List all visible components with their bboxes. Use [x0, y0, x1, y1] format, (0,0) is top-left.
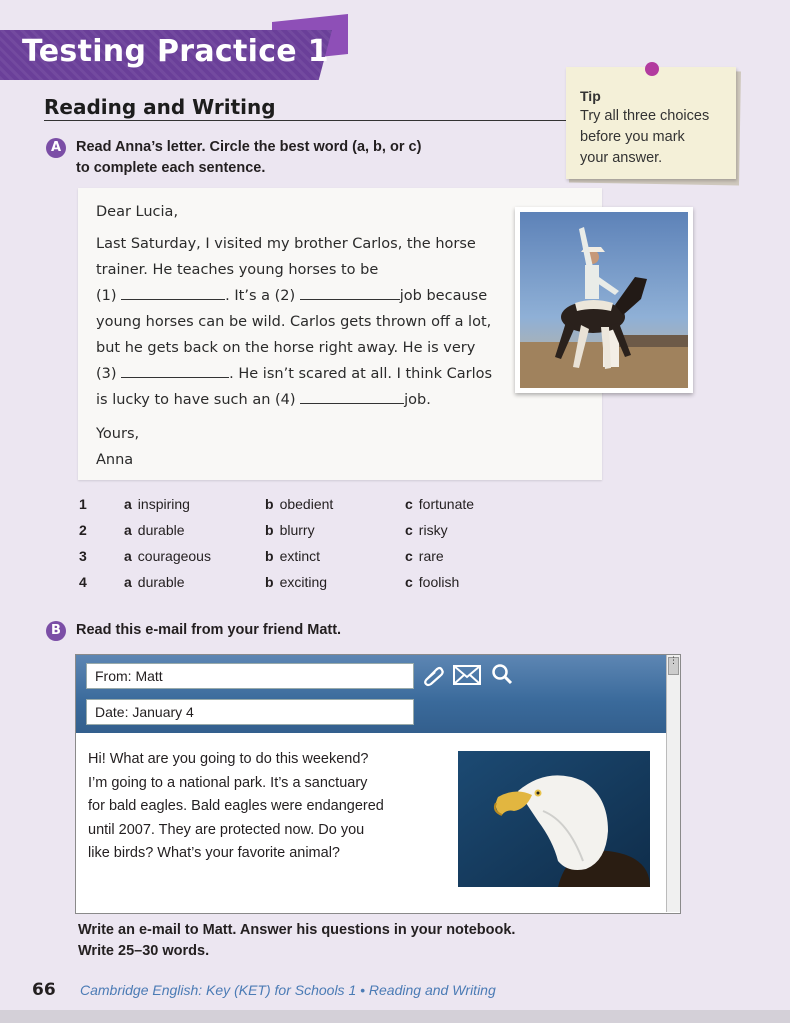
gap-1-blank: [121, 299, 225, 300]
part-a-badge: A: [46, 138, 66, 158]
letter-line: [96, 288, 487, 304]
gap-number: (1): [96, 288, 117, 304]
tip-line: Try all three choices: [580, 108, 710, 124]
option-b[interactable]: [265, 522, 315, 538]
letter-line: but he gets back on the horse right away. He is very: [96, 340, 476, 356]
option-c[interactable]: [405, 574, 459, 590]
eagle-image: [458, 751, 650, 887]
option-text: extinct: [279, 548, 321, 564]
date-field[interactable]: Date: January 4: [86, 699, 414, 725]
option-label: b: [265, 522, 274, 538]
paperclip-icon[interactable]: [420, 662, 446, 692]
letter-line: trainer. He teaches young horses to be: [96, 262, 379, 278]
gap-4-blank: [300, 403, 404, 404]
pin-icon: [645, 62, 659, 76]
option-text: blurry: [279, 522, 315, 538]
question-number: 2: [79, 522, 87, 538]
part-a-instruction: [76, 137, 421, 179]
email-body: [88, 748, 428, 866]
section-title: Reading and Writing: [44, 95, 276, 119]
letter-text: is lucky to have such an (4): [96, 392, 296, 408]
page-title: Testing Practice 1: [22, 34, 329, 69]
option-c[interactable]: [405, 496, 474, 512]
option-b[interactable]: [265, 548, 320, 564]
option-text: durable: [137, 574, 185, 590]
email-line: for bald eagles. Bald eagles were endangered: [88, 798, 384, 814]
book-title: Cambridge English: Key (KET) for Schools 1 • Reading and Writing: [80, 982, 496, 998]
part-b-badge: B: [46, 621, 66, 641]
option-a[interactable]: [124, 522, 185, 538]
letter-text: job.: [404, 392, 431, 408]
tip-title: Tip: [580, 88, 601, 104]
option-label: b: [265, 496, 274, 512]
option-label: b: [265, 548, 274, 564]
letter-line: [96, 366, 492, 382]
section-divider: [44, 120, 566, 121]
option-label: a: [124, 522, 132, 538]
letter-line: Last Saturday, I visited my brother Carlos, the horse: [96, 236, 476, 252]
option-b[interactable]: [265, 574, 327, 590]
option-text: inspiring: [137, 496, 190, 512]
letter-line: [96, 392, 431, 408]
gap-2-blank: [300, 299, 400, 300]
option-label: c: [405, 548, 413, 564]
part-b-instruction: Read this e-mail from your friend Matt.: [76, 622, 342, 638]
option-label: a: [124, 496, 132, 512]
letter-line: young horses can be wild. Carlos gets thrown off a lot,: [96, 314, 492, 330]
option-label: c: [405, 574, 413, 590]
option-label: a: [124, 574, 132, 590]
writing-task: [78, 920, 515, 962]
letter-signature: Anna: [96, 452, 134, 468]
scroll-thumb[interactable]: ⋮: [668, 657, 679, 675]
option-c[interactable]: [405, 548, 444, 564]
task-line: Write an e-mail to Matt. Answer his questions in your notebook.: [78, 922, 516, 938]
tip-text: [580, 106, 730, 169]
from-field[interactable]: From: Matt: [86, 663, 414, 689]
question-number: 1: [79, 496, 87, 512]
option-text: durable: [137, 522, 185, 538]
task-line: Write 25–30 words.: [78, 943, 210, 959]
option-text: courageous: [137, 548, 211, 564]
envelope-icon[interactable]: [452, 664, 482, 690]
option-label: b: [265, 574, 274, 590]
option-label: c: [405, 522, 413, 538]
option-label: a: [124, 548, 132, 564]
email-line: until 2007. They are protected now. Do you: [88, 821, 365, 838]
email-line: I’m going to a national park. It’s a sanctuary: [88, 774, 368, 791]
option-label: c: [405, 496, 413, 512]
option-text: risky: [418, 522, 448, 538]
letter-text: . It’s a (2): [225, 288, 296, 304]
bottom-strip: [0, 1010, 790, 1023]
option-text: foolish: [418, 574, 460, 590]
rodeo-horse-photo: [515, 207, 693, 393]
bald-eagle-photo: [458, 751, 650, 887]
question-number: 3: [79, 548, 87, 564]
gap-3-blank: [121, 377, 229, 378]
option-a[interactable]: [124, 496, 190, 512]
option-b[interactable]: [265, 496, 333, 512]
instruction-line: to complete each sentence.: [76, 160, 266, 176]
letter-closing: Yours,: [96, 426, 140, 442]
option-text: exciting: [279, 574, 328, 590]
gap-number: (3): [96, 366, 117, 382]
email-line: Hi! What are you going to do this weekend?: [88, 751, 369, 767]
horse-rider-image: [515, 207, 693, 393]
search-icon[interactable]: [490, 662, 514, 690]
letter-text: job because: [399, 288, 488, 304]
option-text: obedient: [279, 496, 334, 512]
option-a[interactable]: [124, 548, 211, 564]
letter-greeting: Dear Lucia,: [96, 204, 179, 220]
option-text: fortunate: [418, 496, 475, 512]
option-a[interactable]: [124, 574, 185, 590]
tip-line: your answer.: [580, 150, 663, 166]
question-number: 4: [79, 574, 87, 590]
instruction-line: Read Anna’s letter. Circle the best word (a, b, or c): [76, 139, 422, 155]
letter-text: . He isn’t scared at all. I think Carlos: [229, 366, 493, 382]
option-c[interactable]: [405, 522, 448, 538]
page-number: 66: [32, 980, 56, 1000]
email-scrollbar[interactable]: [666, 655, 680, 912]
option-text: rare: [418, 548, 444, 564]
tip-line: before you mark: [580, 129, 685, 145]
email-line: like birds? What’s your favorite animal?: [88, 845, 340, 861]
